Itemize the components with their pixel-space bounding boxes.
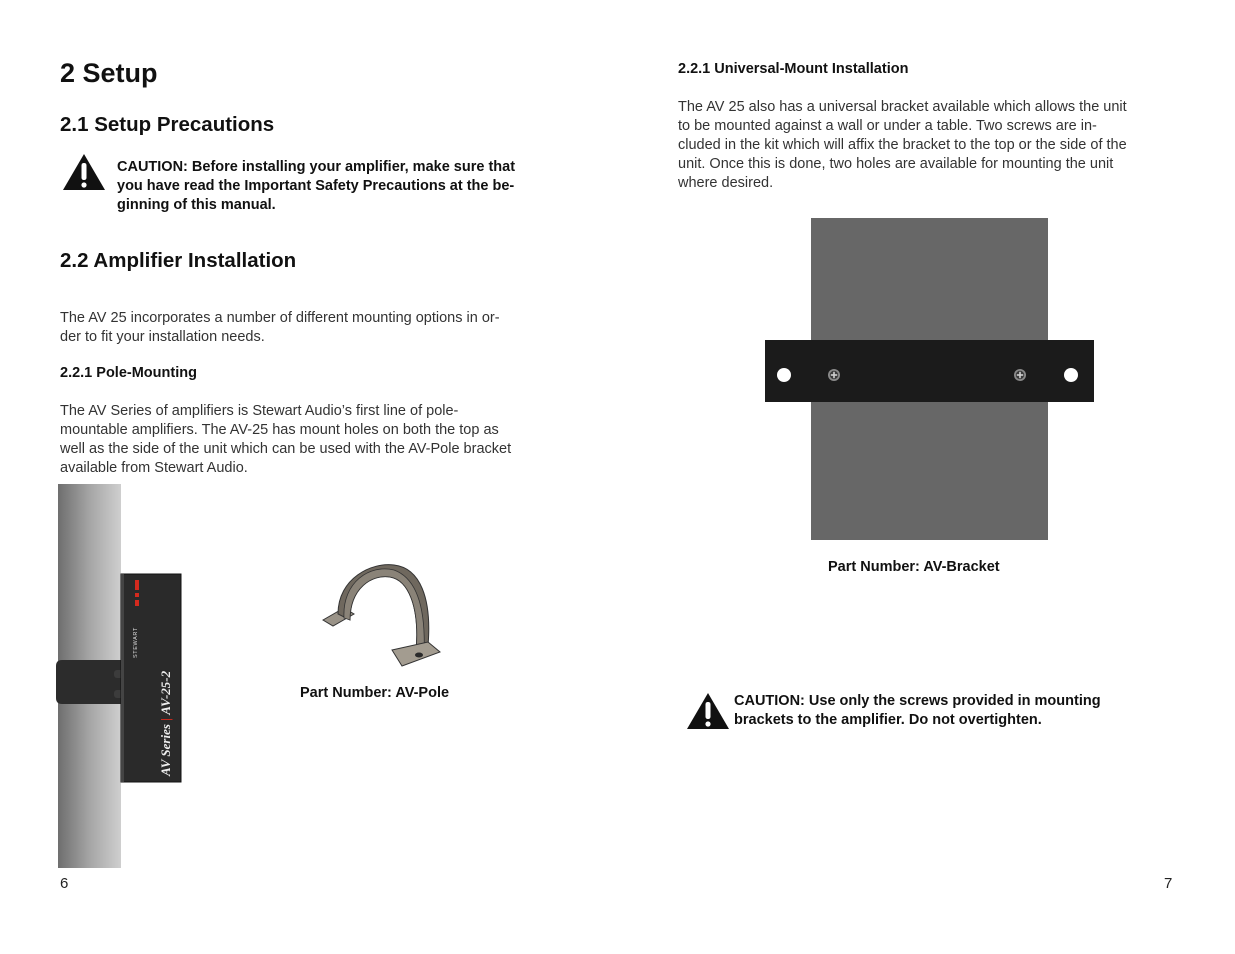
page-number-right: 7 <box>1164 875 1173 892</box>
paragraph-line: cluded in the kit which will affix the bracket to the top or the side of the <box>678 137 1127 153</box>
screw-icon <box>828 369 840 381</box>
subsection-heading-pole-mounting: 2.2.1 Pole-Mounting <box>60 365 197 381</box>
subsection-heading-universal-mount: 2.2.1 Universal-Mount Installation <box>678 61 909 77</box>
model-label: AV-25-2 <box>158 670 173 715</box>
caution-line: ginning of this manual. <box>117 197 276 213</box>
paragraph-line: The AV Series of amplifiers is Stewart Audio’s first line of pole- <box>60 403 459 419</box>
mount-hole-left <box>777 368 791 382</box>
screw-icon <box>1014 369 1026 381</box>
caution-line: CAUTION: Use only the screws provided in mounting <box>734 693 1101 709</box>
page-number-left: 6 <box>60 875 69 892</box>
caution-line: brackets to the amplifier. Do not overtighten. <box>734 712 1042 728</box>
warning-icon <box>686 692 730 730</box>
bracket-bar-graphic <box>765 340 1094 402</box>
pole-part-number-caption: Part Number: AV-Pole <box>300 685 450 701</box>
mount-hole-right <box>1064 368 1078 382</box>
paragraph-line: where desired. <box>678 175 774 191</box>
installation-intro-paragraph <box>60 309 570 347</box>
pole-clamp-illustration <box>320 562 444 670</box>
caution-line: CAUTION: Before installing your amplifier, make sure that <box>117 159 516 175</box>
section-heading-setup-precautions: 2.1 Setup Precautions <box>60 113 275 136</box>
caution-note-screws <box>734 692 1184 730</box>
paragraph-line: available from Stewart Audio. <box>60 460 248 476</box>
section-heading-amplifier-installation: 2.2 Amplifier Installation <box>60 249 297 272</box>
pole-mounting-paragraph <box>60 402 570 478</box>
amplifier-model-label: AV Series | AV-25-2 <box>158 670 173 776</box>
pole-mounted-amplifier-illustration <box>56 484 186 868</box>
amplifier-brand-logo <box>131 610 139 660</box>
paragraph-line: to be mounted against a wall or under a table. Two screws are in- <box>678 118 1097 134</box>
caution-note-precautions <box>117 158 567 215</box>
paragraph-line: well as the side of the unit which can be used with the AV-Pole bracket <box>60 441 512 457</box>
bracket-part-number-caption: Part Number: AV-Bracket <box>828 559 1000 575</box>
paragraph-line: der to fit your installation needs. <box>60 329 265 345</box>
paragraph-line: mountable amplifiers. The AV-25 has mount holes on both the top as <box>60 422 499 438</box>
paragraph-line: The AV 25 also has a universal bracket available which allows the unit <box>678 99 1127 115</box>
series-label: AV Series <box>158 724 173 776</box>
caution-line: you have read the Important Safety Precautions at the be- <box>117 178 515 194</box>
paragraph-line: unit. Once this is done, two holes are available for mounting the unit <box>678 156 1114 172</box>
universal-bracket-illustration <box>764 218 1096 542</box>
universal-mount-paragraph <box>678 98 1188 193</box>
brand-text: STEWART <box>133 627 139 658</box>
warning-icon <box>62 153 106 191</box>
paragraph-line: The AV 25 incorporates a number of different mounting options in or- <box>60 310 500 326</box>
chapter-title: 2 Setup <box>60 58 158 88</box>
